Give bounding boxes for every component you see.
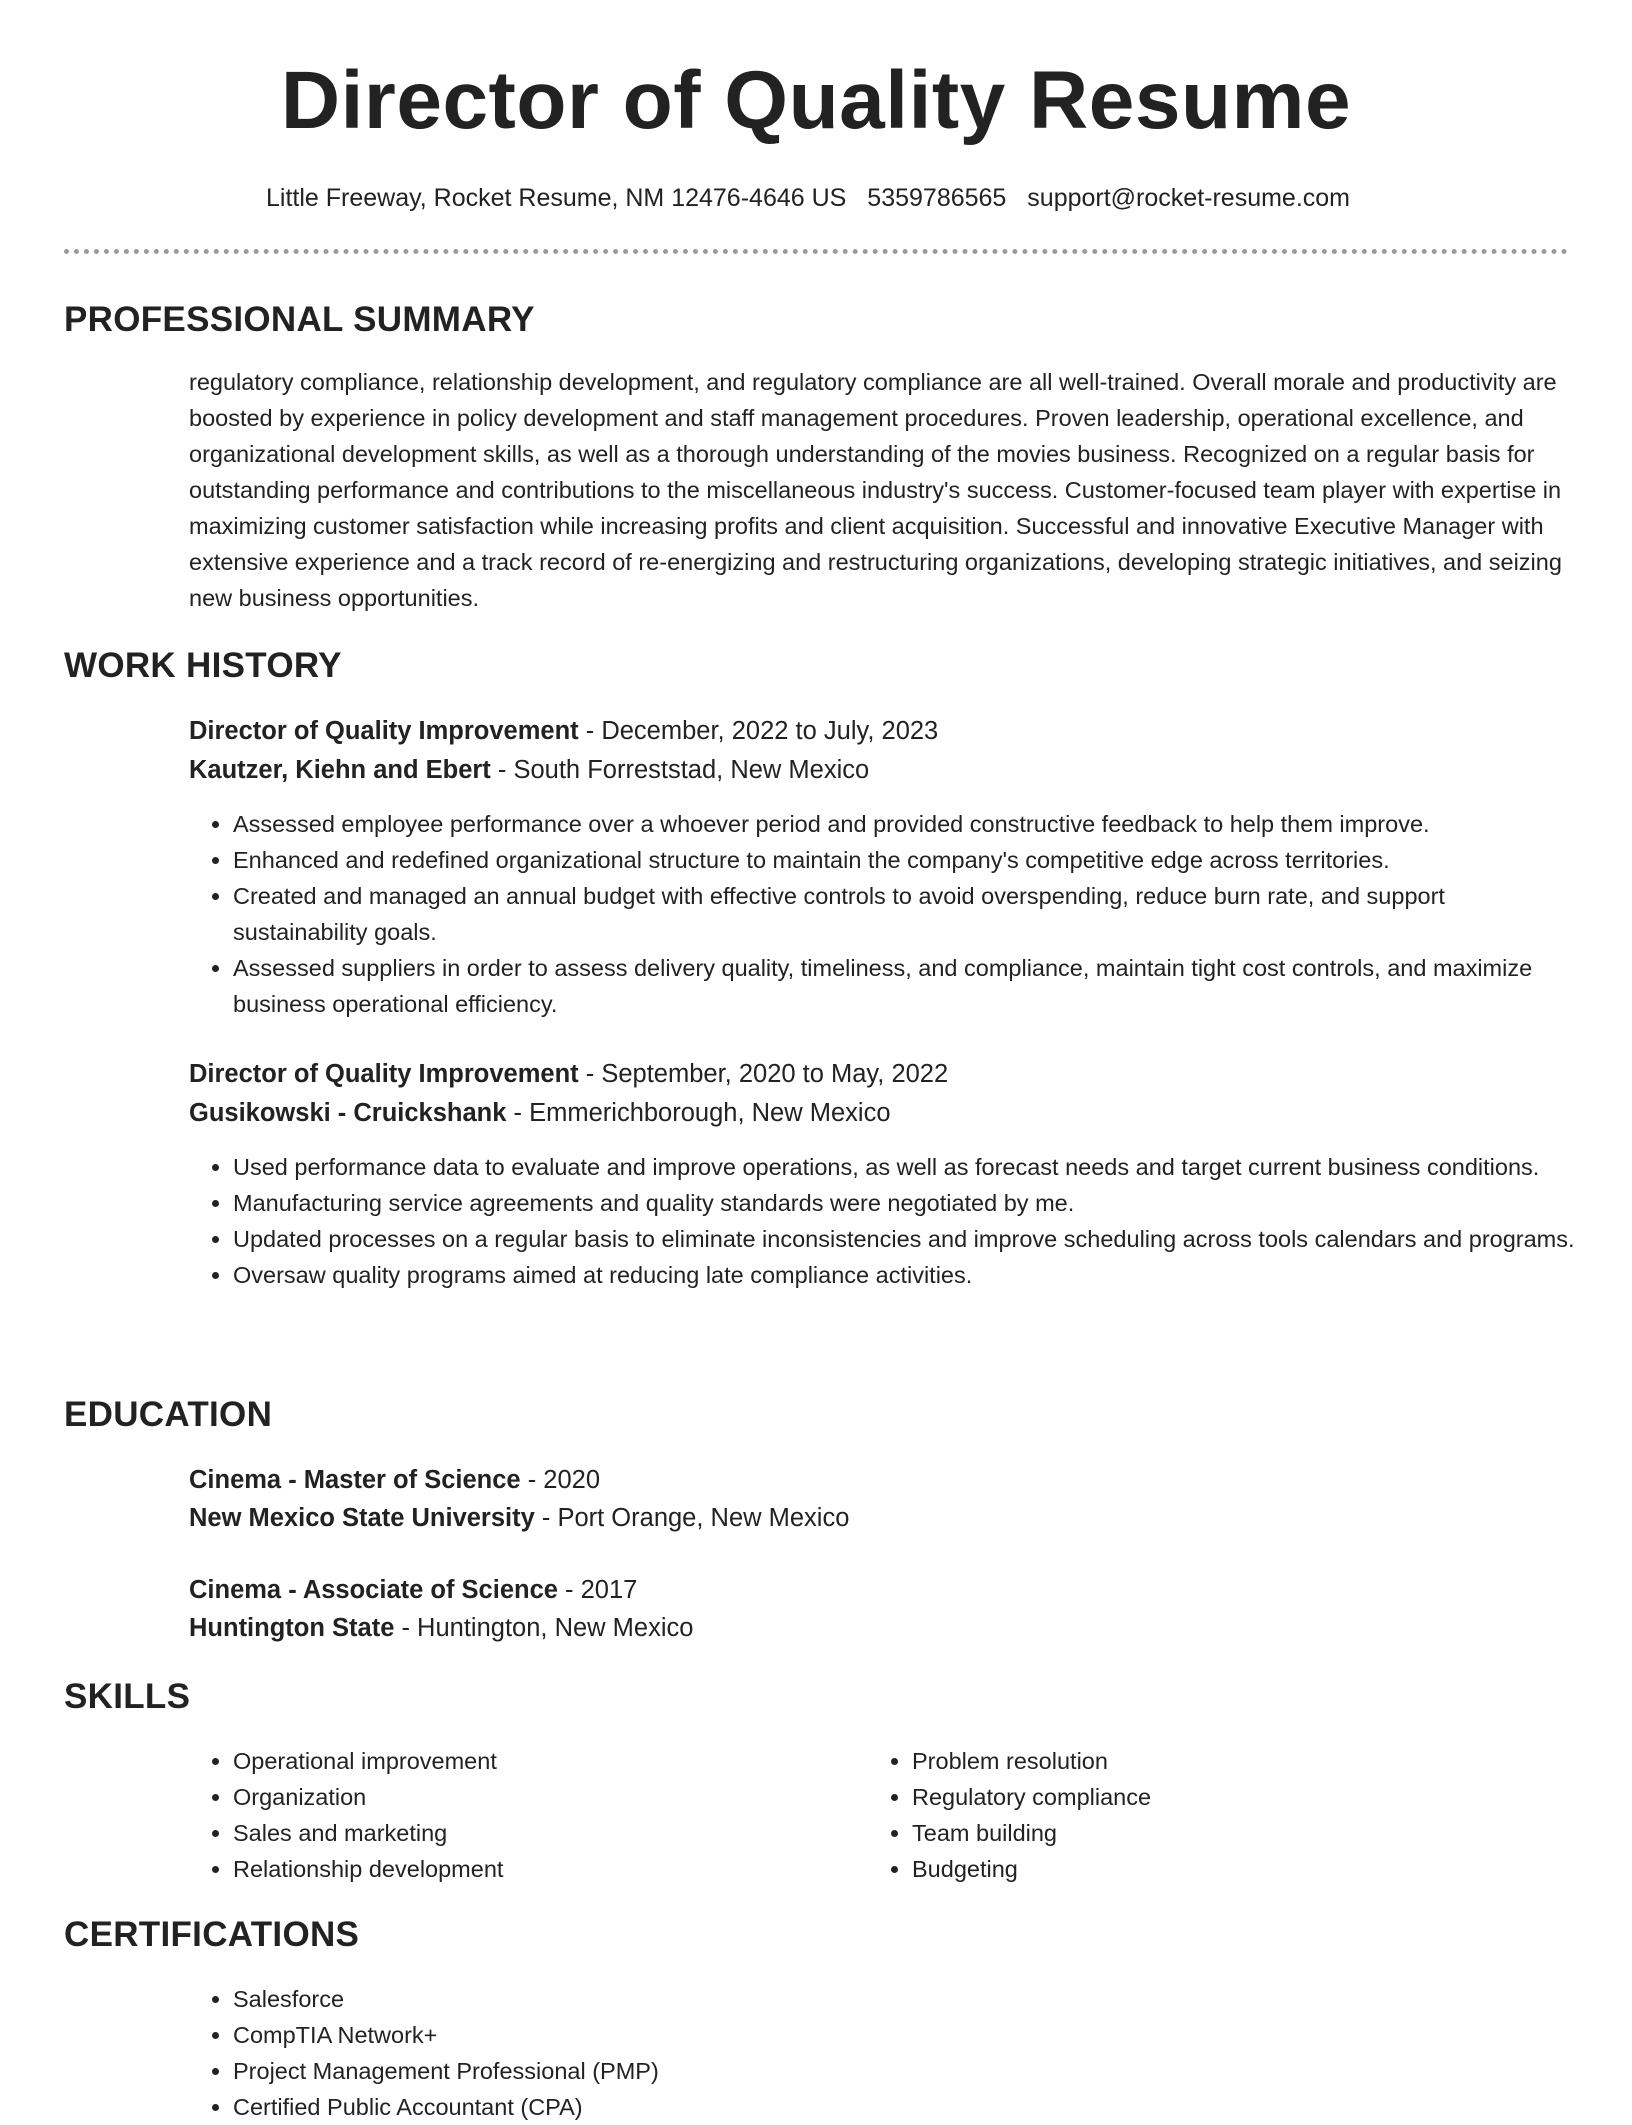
contact-address: Little Freeway, Rocket Resume, NM 12476-4646 US	[265, 184, 847, 212]
section-title-education: EDUCATION	[64, 1395, 273, 1434]
job-bullet: • Enhanced and redefined organizational structure to maintain the company's competitive edge across territories.	[233, 842, 1578, 878]
education-location: - Port Orange, New Mexico	[534, 1504, 850, 1532]
skill-item: • Problem resolution	[912, 1743, 1512, 1779]
skills-list-right	[868, 1743, 1512, 1887]
skill-item: • Operational improvement	[233, 1743, 833, 1779]
job-company: Gusikowski - Cruickshank	[189, 1099, 507, 1127]
education-degree-line	[189, 1462, 600, 1498]
education-degree: Cinema - Associate of Science	[189, 1576, 558, 1604]
job-bullet: • Assessed suppliers in order to assess delivery quality, timeliness, and compliance, maintain tight cost controls, and maximize business operational efficiency.	[233, 950, 1578, 1022]
certifications-list	[189, 1981, 1233, 2125]
section-title-certifications: CERTIFICATIONS	[64, 1915, 360, 1954]
job-bullet: • Updated processes on a regular basis to eliminate inconsistencies and improve scheduling across tools calendars and programs.	[233, 1221, 1578, 1257]
skill-item: • Team building	[912, 1815, 1512, 1851]
job-location: - South Forreststad, New Mexico	[490, 756, 870, 784]
job-bullet: • Assessed employee performance over a whoever period and provided constructive feedback to help them improve.	[233, 806, 1578, 842]
skill-item: • Regulatory compliance	[912, 1779, 1512, 1815]
job-dates: - December, 2022 to July, 2023	[578, 717, 939, 745]
skill-item: • Sales and marketing	[233, 1815, 833, 1851]
contact-line	[0, 180, 1616, 216]
resume-title: Director of Quality Resume	[280, 55, 1352, 146]
job-bullets	[189, 1149, 1578, 1293]
skill-item: • Relationship development	[233, 1851, 833, 1887]
job-company-line	[189, 752, 869, 788]
summary-text: regulatory compliance, relationship development, and regulatory compliance are all well-trained. Overall morale and productivity are boosted by experience in policy development and staff management procedures. Proven leadership, operational excellence, and organizational development skills, as well as a thorough understanding of the movies business. Recognized on a regular basis for outstanding performance and contributions to the miscellaneous industry's success. Customer-focused team player with expertise in maximizing customer satisfaction while increasing profits and client acquisition. Successful and innovative Executive Manager with extensive experience and a track record of re-energizing and restructuring organizations, developing strategic initiatives, and seizing new business opportunities.	[189, 369, 1562, 611]
job-dates: - September, 2020 to May, 2022	[578, 1060, 949, 1088]
job-bullet: • Used performance data to evaluate and improve operations, as well as forecast needs and target current business conditions.	[233, 1149, 1578, 1185]
job-role: Director of Quality Improvement	[189, 717, 579, 745]
job-bullet: • Created and managed an annual budget with effective controls to avoid overspending, reduce burn rate, and support sustainability goals.	[233, 878, 1578, 950]
education-school-line	[189, 1610, 693, 1646]
education-school: Huntington State	[189, 1614, 395, 1642]
job-location: - Emmerichborough, New Mexico	[506, 1099, 891, 1127]
section-title-summary: PROFESSIONAL SUMMARY	[64, 300, 535, 339]
education-year: - 2020	[520, 1466, 601, 1494]
skill-item: • Organization	[233, 1779, 833, 1815]
job-company: Kautzer, Kiehn and Ebert	[189, 756, 491, 784]
contact-email: support@rocket-resume.com	[1027, 184, 1351, 212]
certification-item: • CompTIA Network+	[233, 2017, 1233, 2053]
job-bullet: • Oversaw quality programs aimed at reducing late compliance activities.	[233, 1257, 1578, 1293]
skill-item: • Budgeting	[912, 1851, 1512, 1887]
skills-list-left	[189, 1743, 833, 1887]
job-bullet: • Manufacturing service agreements and quality standards were negotiated by me.	[233, 1185, 1578, 1221]
header-divider	[64, 249, 1568, 254]
job-title-line	[189, 713, 938, 749]
job-bullets	[189, 806, 1578, 1022]
education-year: - 2017	[557, 1576, 638, 1604]
contact-phone: 5359786565	[867, 184, 1007, 212]
education-school: New Mexico State University	[189, 1504, 535, 1532]
education-degree-line	[189, 1572, 637, 1608]
education-degree: Cinema - Master of Science	[189, 1466, 521, 1494]
job-title-line	[189, 1056, 948, 1092]
certification-item: • Certified Public Accountant (CPA)	[233, 2089, 1233, 2125]
certification-item: • Project Management Professional (PMP)	[233, 2053, 1233, 2089]
certification-item: • Salesforce	[233, 1981, 1233, 2017]
section-title-skills: SKILLS	[64, 1677, 191, 1716]
section-title-work: WORK HISTORY	[64, 646, 342, 685]
job-company-line	[189, 1095, 891, 1131]
education-location: - Huntington, New Mexico	[394, 1614, 694, 1642]
education-school-line	[189, 1500, 849, 1536]
job-role: Director of Quality Improvement	[189, 1060, 579, 1088]
